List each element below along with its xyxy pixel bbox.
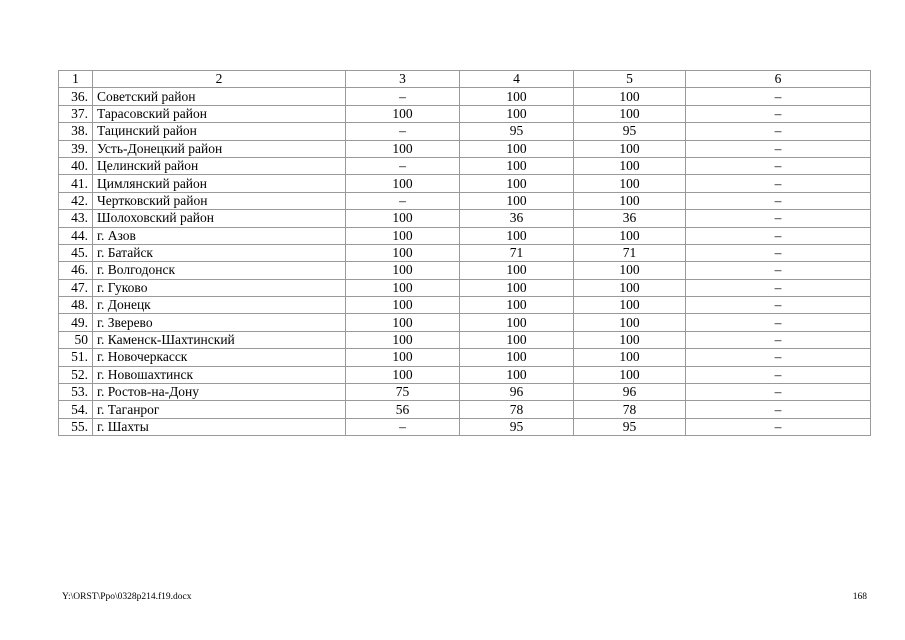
table-row [59, 262, 871, 279]
value-col-3: 56 [346, 401, 460, 418]
row-number: 52. [59, 366, 93, 383]
row-number: 39. [59, 140, 93, 157]
value-col-5: 100 [574, 105, 686, 122]
value-col-4: 100 [460, 105, 574, 122]
value-col-4: 100 [460, 331, 574, 348]
value-col-3: 100 [346, 297, 460, 314]
value-col-5: 95 [574, 418, 686, 435]
value-col-3: – [346, 192, 460, 209]
row-number: 48. [59, 297, 93, 314]
district-name: г. Шахты [93, 418, 346, 435]
value-col-4: 100 [460, 227, 574, 244]
footer-file-path: Y:\ORST\Ppo\0328p214.f19.docx [62, 592, 192, 602]
table-row [59, 418, 871, 435]
table-row [59, 244, 871, 261]
value-col-5: 100 [574, 349, 686, 366]
value-col-6: – [686, 123, 871, 140]
value-col-4: 36 [460, 210, 574, 227]
table-row [59, 401, 871, 418]
value-col-5: 100 [574, 262, 686, 279]
col-header-6: 6 [686, 71, 871, 88]
value-col-3: 100 [346, 210, 460, 227]
value-col-3: 100 [346, 175, 460, 192]
table-row [59, 88, 871, 105]
value-col-4: 100 [460, 279, 574, 296]
value-col-3: 100 [346, 262, 460, 279]
value-col-6: – [686, 192, 871, 209]
value-col-4: 100 [460, 157, 574, 174]
value-col-4: 95 [460, 123, 574, 140]
row-number: 43. [59, 210, 93, 227]
district-name: г. Волгодонск [93, 262, 346, 279]
value-col-3: 100 [346, 244, 460, 261]
value-col-6: – [686, 157, 871, 174]
footer-page-number: 168 [852, 592, 867, 602]
value-col-4: 100 [460, 314, 574, 331]
value-col-3: – [346, 157, 460, 174]
value-col-6: – [686, 297, 871, 314]
row-number: 54. [59, 401, 93, 418]
value-col-5: 100 [574, 157, 686, 174]
value-col-3: – [346, 88, 460, 105]
row-number: 37. [59, 105, 93, 122]
value-col-3: – [346, 418, 460, 435]
value-col-3: 100 [346, 279, 460, 296]
row-number: 44. [59, 227, 93, 244]
value-col-5: 36 [574, 210, 686, 227]
value-col-4: 100 [460, 262, 574, 279]
value-col-4: 71 [460, 244, 574, 261]
district-name: Целинский район [93, 157, 346, 174]
district-name: Цимлянский район [93, 175, 346, 192]
value-col-4: 100 [460, 297, 574, 314]
value-col-6: – [686, 331, 871, 348]
table-row [59, 331, 871, 348]
district-name: г. Таганрог [93, 401, 346, 418]
value-col-4: 95 [460, 418, 574, 435]
value-col-6: – [686, 279, 871, 296]
row-number: 49. [59, 314, 93, 331]
table-row [59, 366, 871, 383]
value-col-6: – [686, 418, 871, 435]
district-name: Чертковский район [93, 192, 346, 209]
table-row [59, 314, 871, 331]
col-header-2: 2 [93, 71, 346, 88]
value-col-3: 100 [346, 105, 460, 122]
value-col-6: – [686, 366, 871, 383]
value-col-5: 100 [574, 192, 686, 209]
value-col-6: – [686, 210, 871, 227]
value-col-3: 100 [346, 140, 460, 157]
value-col-5: 100 [574, 140, 686, 157]
table-row [59, 105, 871, 122]
district-name: г. Донецк [93, 297, 346, 314]
col-header-1: 1 [59, 71, 93, 88]
district-name: Усть-Донецкий район [93, 140, 346, 157]
table-row [59, 384, 871, 401]
table-row [59, 157, 871, 174]
row-number: 36. [59, 88, 93, 105]
value-col-4: 100 [460, 192, 574, 209]
value-col-4: 100 [460, 175, 574, 192]
value-col-5: 100 [574, 88, 686, 105]
row-number: 51. [59, 349, 93, 366]
table-row [59, 175, 871, 192]
table-row [59, 123, 871, 140]
value-col-6: – [686, 349, 871, 366]
value-col-6: – [686, 384, 871, 401]
table-row [59, 279, 871, 296]
row-number: 55. [59, 418, 93, 435]
value-col-5: 96 [574, 384, 686, 401]
value-col-4: 100 [460, 88, 574, 105]
district-name: г. Новочеркасск [93, 349, 346, 366]
col-header-4: 4 [460, 71, 574, 88]
row-number: 50 [59, 331, 93, 348]
value-col-5: 71 [574, 244, 686, 261]
value-col-6: – [686, 175, 871, 192]
value-col-3: 100 [346, 366, 460, 383]
value-col-5: 100 [574, 279, 686, 296]
value-col-6: – [686, 88, 871, 105]
district-name: г. Каменск-Шахтинский [93, 331, 346, 348]
district-name: г. Ростов-на-Дону [93, 384, 346, 401]
district-name: г. Зверево [93, 314, 346, 331]
table-row [59, 349, 871, 366]
value-col-3: 100 [346, 227, 460, 244]
col-header-5: 5 [574, 71, 686, 88]
district-name: г. Батайск [93, 244, 346, 261]
row-number: 47. [59, 279, 93, 296]
value-col-4: 78 [460, 401, 574, 418]
value-col-5: 78 [574, 401, 686, 418]
table-row [59, 297, 871, 314]
value-col-3: 100 [346, 314, 460, 331]
row-number: 42. [59, 192, 93, 209]
value-col-6: – [686, 140, 871, 157]
table-header-row [59, 71, 871, 88]
district-name: г. Азов [93, 227, 346, 244]
value-col-5: 100 [574, 366, 686, 383]
value-col-5: 100 [574, 227, 686, 244]
table-row [59, 210, 871, 227]
value-col-3: 100 [346, 331, 460, 348]
value-col-4: 96 [460, 384, 574, 401]
district-name: Тарасовский район [93, 105, 346, 122]
row-number: 53. [59, 384, 93, 401]
value-col-5: 95 [574, 123, 686, 140]
table-row [59, 227, 871, 244]
value-col-6: – [686, 314, 871, 331]
data-table [58, 70, 871, 436]
table-body [59, 88, 871, 436]
row-number: 45. [59, 244, 93, 261]
value-col-3: 75 [346, 384, 460, 401]
value-col-6: – [686, 244, 871, 261]
row-number: 38. [59, 123, 93, 140]
table-row [59, 192, 871, 209]
row-number: 41. [59, 175, 93, 192]
value-col-6: – [686, 227, 871, 244]
value-col-4: 100 [460, 366, 574, 383]
value-col-6: – [686, 262, 871, 279]
value-col-6: – [686, 401, 871, 418]
district-name: Шолоховский район [93, 210, 346, 227]
row-number: 40. [59, 157, 93, 174]
col-header-3: 3 [346, 71, 460, 88]
value-col-4: 100 [460, 349, 574, 366]
value-col-5: 100 [574, 314, 686, 331]
value-col-5: 100 [574, 175, 686, 192]
value-col-5: 100 [574, 297, 686, 314]
district-name: г. Гуково [93, 279, 346, 296]
district-name: г. Новошахтинск [93, 366, 346, 383]
table-row [59, 140, 871, 157]
value-col-4: 100 [460, 140, 574, 157]
value-col-3: 100 [346, 349, 460, 366]
district-name: Советский район [93, 88, 346, 105]
row-number: 46. [59, 262, 93, 279]
district-name: Тацинский район [93, 123, 346, 140]
value-col-3: – [346, 123, 460, 140]
value-col-5: 100 [574, 331, 686, 348]
value-col-6: – [686, 105, 871, 122]
